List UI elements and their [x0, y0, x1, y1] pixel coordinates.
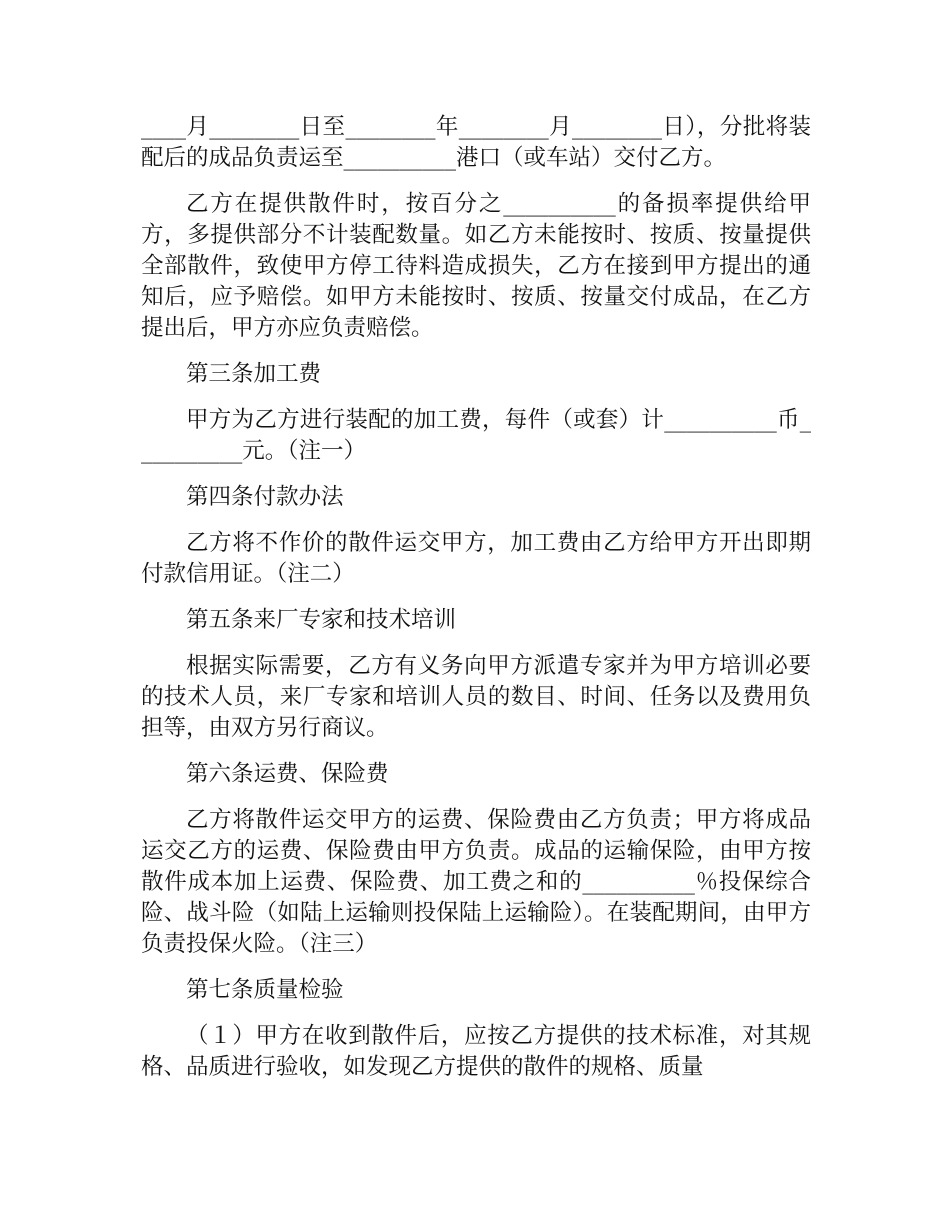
paragraph-processing-fee: 甲方为乙方进行装配的加工费，每件（或套）计__________币__________元。（注一）: [141, 407, 811, 464]
paragraph-delivery-schedule: ____月________日至________年________月________日），分批将装配后的成品负责运至__________港口（或车站）交付乙方。: [141, 114, 811, 171]
paragraph-freight-insurance: 乙方将散件运交甲方的运费、保险费由乙方负责；甲方将成品运交乙方的运费、保险费由甲方负责。成品的运输保险，由甲方按散件成本加上运费、保险费、加工费之和的__________％投保综合险、战斗险（如陆上运输则投保陆上运输险）。在装配期间，由甲方负责投保火险。（注三）: [141, 807, 811, 957]
heading-article-4: 第四条付款办法: [186, 484, 344, 510]
paragraph-quality-inspection: （１）甲方在收到散件后，应按乙方提供的技术标准，对其规格、品质进行验收，如发现乙方提供的散件的规格、质量: [141, 1023, 811, 1080]
document-page: [141, 112, 811, 1098]
heading-article-5: 第五条来厂专家和技术培训: [186, 607, 457, 633]
paragraph-spare-parts: 乙方在提供散件时，按百分之__________的备损率提供给甲方，多提供部分不计装配数量。如乙方未能按时、按质、按量提供全部散件，致使甲方停工待料造成损失，乙方在接到甲方提出的通知后，应予赔偿。如甲方未能按时、按质、按量交付成品，在乙方提出后，甲方亦应负责赔偿。: [141, 191, 811, 341]
paragraph-payment-method: 乙方将不作价的散件运交甲方，加工费由乙方给甲方开出即期付款信用证。（注二）: [141, 530, 811, 587]
heading-article-7: 第七条质量检验: [186, 977, 344, 1003]
heading-article-3: 第三条加工费: [186, 361, 322, 387]
heading-article-6: 第六条运费、保险费: [186, 761, 389, 787]
paragraph-experts-training: 根据实际需要，乙方有义务向甲方派遣专家并为甲方培训必要的技术人员，来厂专家和培训人员的数目、时间、任务以及费用负担等，由双方另行商议。: [141, 653, 811, 741]
